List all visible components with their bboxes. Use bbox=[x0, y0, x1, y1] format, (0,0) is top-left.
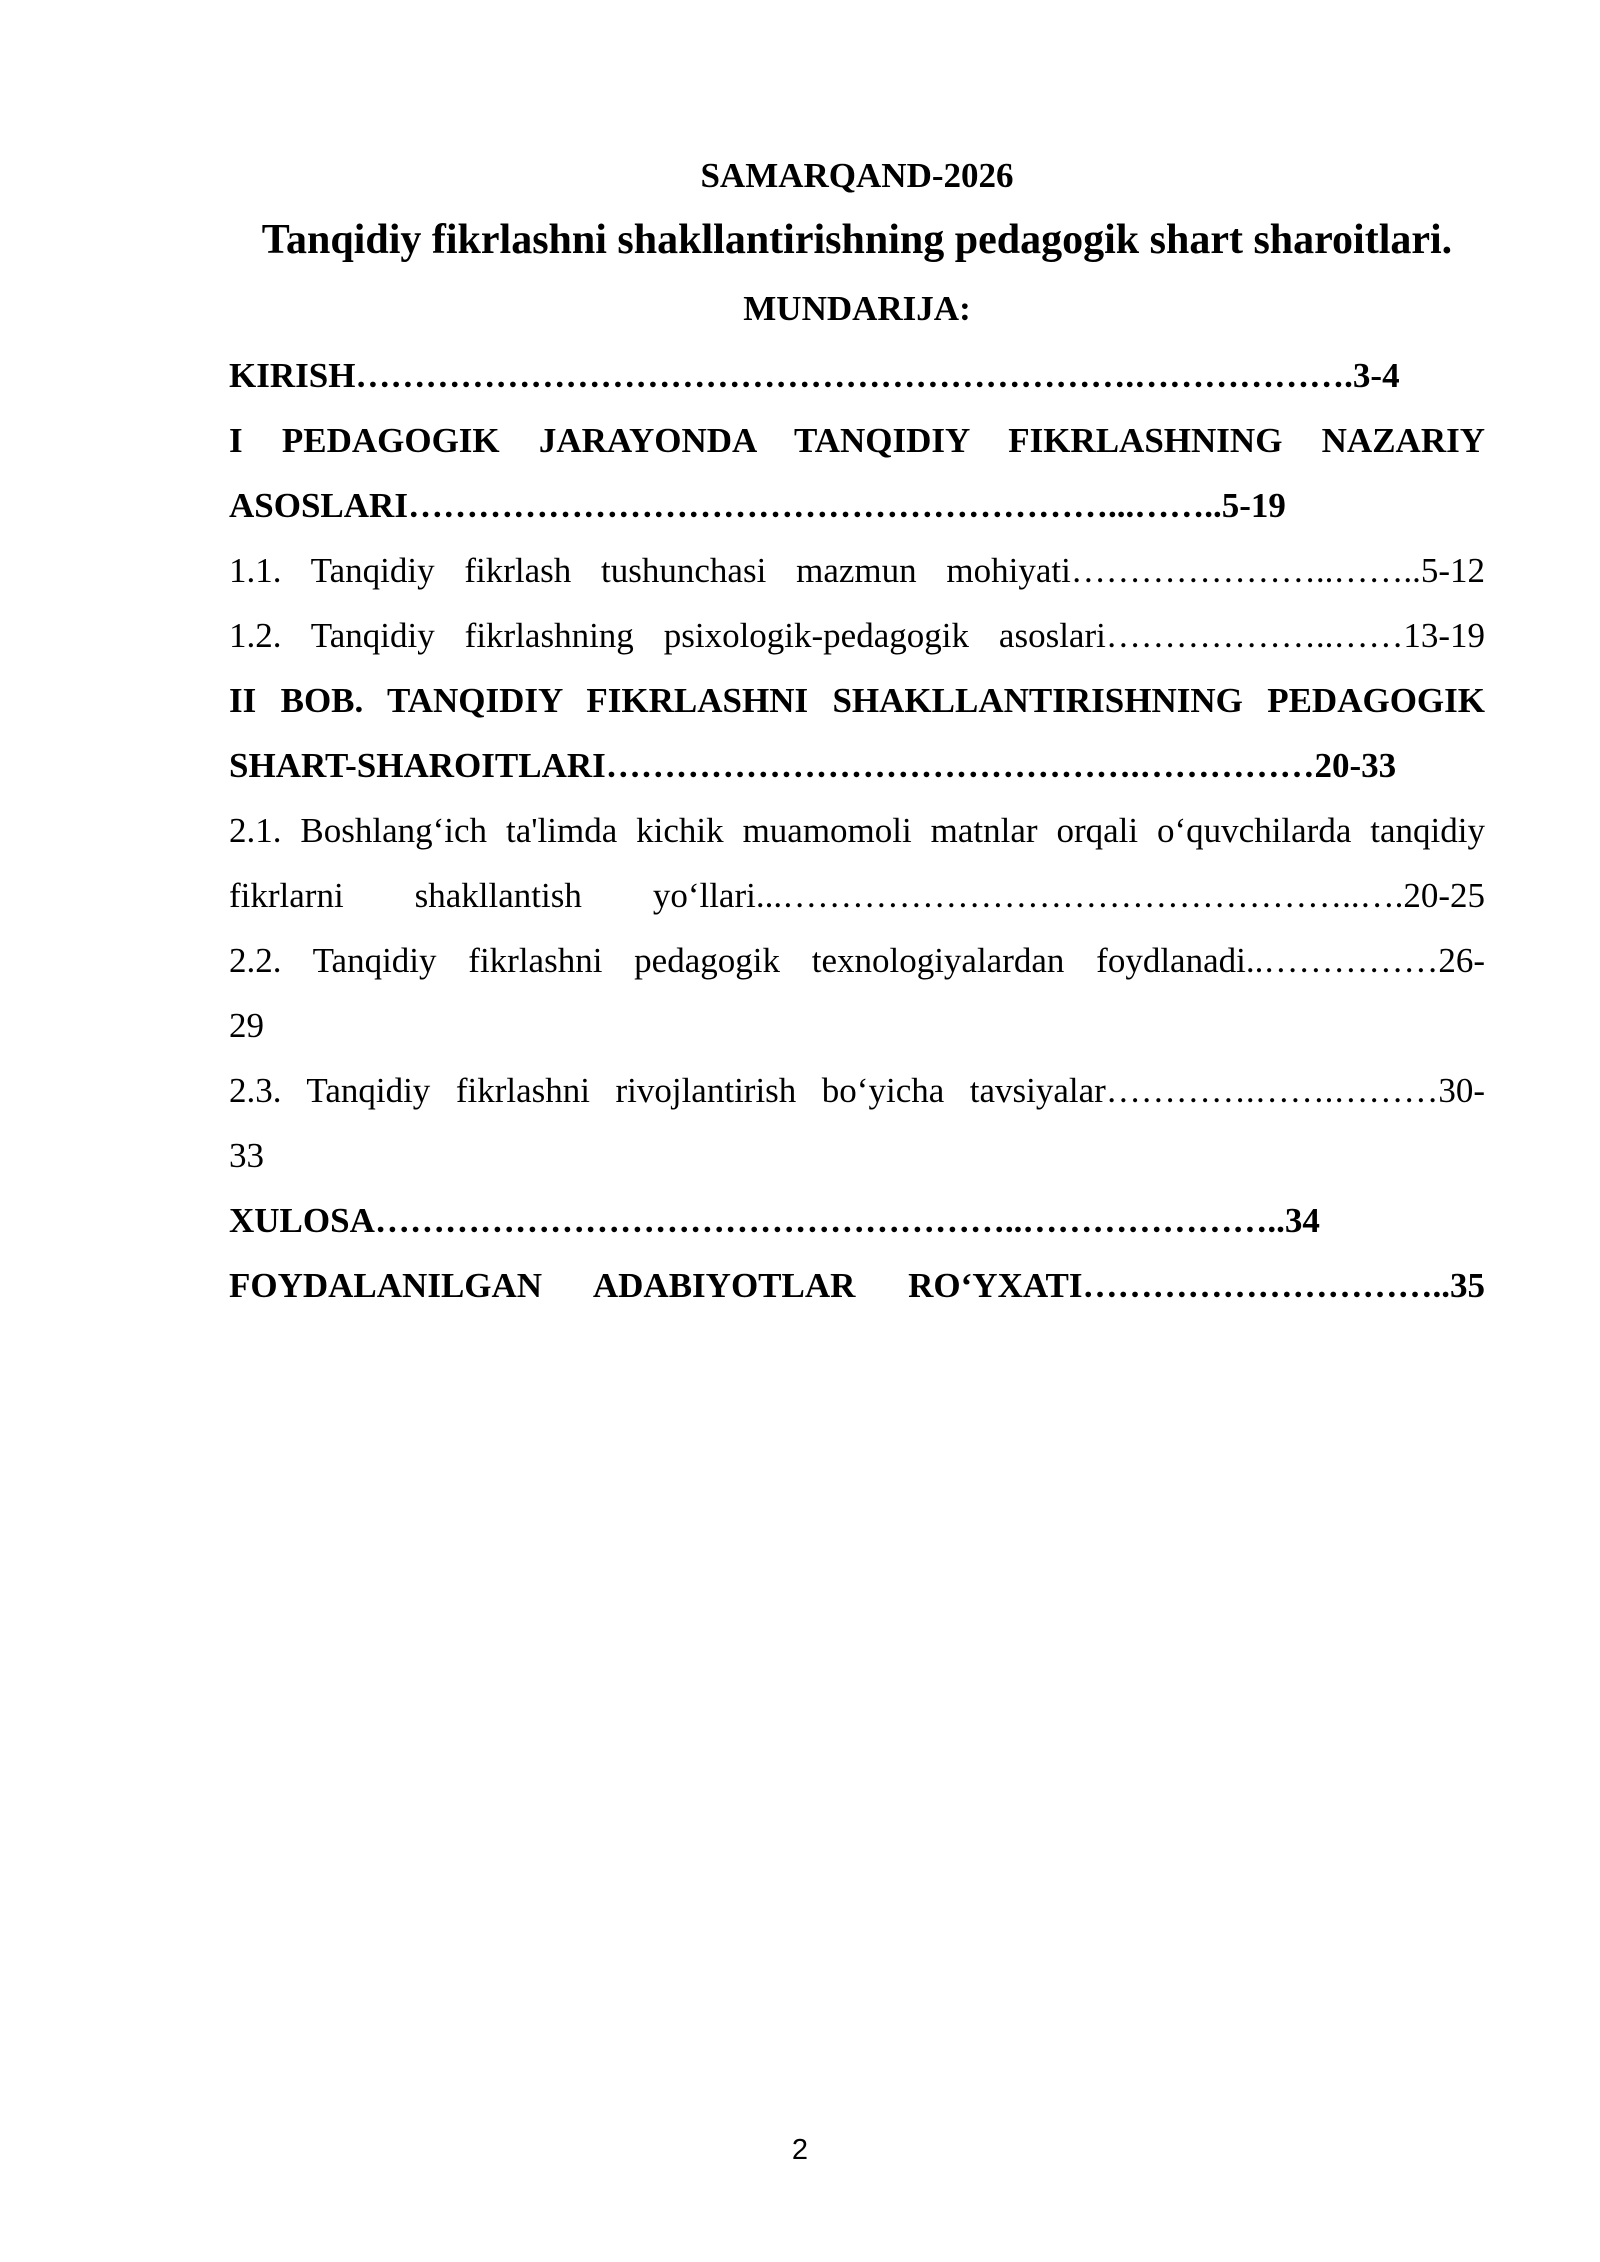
toc-heading: MUNDARIJA: bbox=[743, 289, 971, 328]
toc-entry-chapter-1-line-2: ASOSLARI……………………………………………………...……..5-19 bbox=[229, 486, 1286, 525]
toc-entry-section-2-1-line-1: 2.1. Boshlang‘ich ta'limda kichik muamomoli matnlar orqali o‘quvchilarda tanqidiy bbox=[229, 811, 1485, 850]
toc-entry-section-1-2: 1.2. Tanqidiy fikrlashning psixologik-pedagogik asoslari………………..……13-19 bbox=[229, 616, 1485, 655]
toc-entry-section-2-1-line-2: fikrlarni shakllantish yo‘llari...…………………………………………..….20-25 bbox=[229, 876, 1485, 915]
toc-entry-section-2-2-line-1: 2.2. Tanqidiy fikrlashni pedagogik texnologiyalardan foydlanadi..……………26- bbox=[229, 941, 1485, 980]
table-of-contents bbox=[229, 343, 1485, 1318]
page-number: 2 bbox=[791, 2134, 809, 2166]
toc-entry-section-2-2-line-2: 29 bbox=[229, 1006, 264, 1045]
toc-entry-section-1-1: 1.1. Tanqidiy fikrlash tushunchasi mazmun mohiyati…………………..……..5-12 bbox=[229, 551, 1485, 590]
toc-entry-section-2-3-line-1: 2.3. Tanqidiy fikrlashni rivojlantirish bo‘yicha tavsiyalar………….…….………30- bbox=[229, 1071, 1485, 1110]
toc-entry-kirish: KIRISH………………………………………………………….……………….3-4 bbox=[229, 356, 1400, 395]
toc-entry-chapter-2-line-2: SHART-SHAROITLARI……………………………………….……………20-33 bbox=[229, 746, 1397, 785]
toc-entry-chapter-2-line-1: II BOB. TANQIDIY FIKRLASHNI SHAKLLANTIRISHNING PEDAGOGIK bbox=[229, 681, 1485, 720]
page-content bbox=[229, 148, 1485, 1318]
city-year-heading: SAMARQAND-2026 bbox=[700, 156, 1014, 195]
document-title: Tanqidiy fikrlashni shakllantirishning pedagogik shart sharoitlari. bbox=[261, 217, 1453, 263]
toc-entry-section-2-3-line-2: 33 bbox=[229, 1136, 264, 1175]
toc-entry-xulosa: XULOSA………………………………………………..…………………..34 bbox=[229, 1201, 1320, 1240]
toc-entry-references: FOYDALANILGAN ADABIYOTLAR RO‘YXATI…………………………..35 bbox=[229, 1266, 1485, 1305]
toc-entry-chapter-1-line-1: I PEDAGOGIK JARAYONDA TANQIDIY FIKRLASHNING NAZARIY bbox=[229, 421, 1485, 460]
